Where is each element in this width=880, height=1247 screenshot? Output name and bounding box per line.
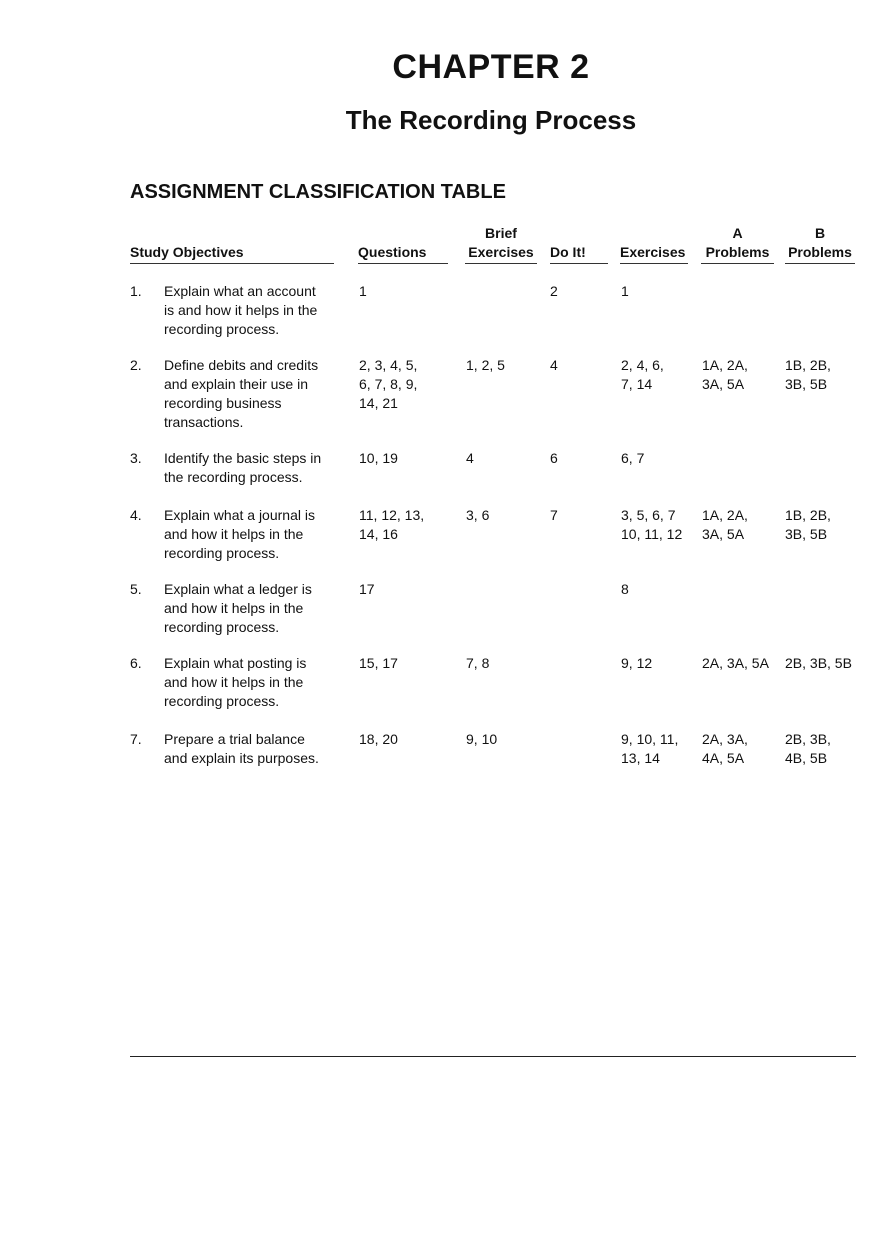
column-header-top: Brief <box>485 225 517 241</box>
brief-exercises-cell: 1, 2, 5 <box>466 357 505 373</box>
a-problems-cell: 2A, 3A, <box>702 731 748 747</box>
study-objective: the recording process. <box>164 469 303 485</box>
study-objective: Define debits and credits <box>164 357 319 373</box>
b-problems-cell: 1B, 2B, <box>785 507 831 523</box>
column-header <box>550 224 608 264</box>
exercises-cell: 1 <box>621 283 629 299</box>
study-objective: recording process. <box>164 545 280 561</box>
exercises-cell: 7, 14 <box>621 376 653 392</box>
column-header-label: Problems <box>785 243 855 264</box>
column-header-top <box>620 224 688 243</box>
column-header <box>620 224 688 264</box>
column-header <box>130 224 334 264</box>
do-it-cell: 4 <box>550 357 558 373</box>
study-objective: recording process. <box>164 619 280 635</box>
row-number: 2. <box>130 357 142 373</box>
section-title: ASSIGNMENT CLASSIFICATION TABLE <box>130 181 506 203</box>
study-objective: Explain what posting is <box>164 655 307 671</box>
column-header-label: Questions <box>358 243 448 264</box>
study-objective: recording business <box>164 395 282 411</box>
exercises-cell: 2, 4, 6, <box>621 357 664 373</box>
study-objective: and how it helps in the <box>164 674 304 690</box>
b-problems-cell: 1B, 2B, <box>785 357 831 373</box>
exercises-cell: 10, 11, 12 <box>621 526 683 542</box>
questions-cell: 18, 20 <box>359 731 398 747</box>
brief-exercises-cell: 9, 10 <box>466 731 498 747</box>
study-objective: recording process. <box>164 321 280 337</box>
questions-cell: 11, 12, 13, <box>359 507 425 523</box>
do-it-cell: 6 <box>550 450 558 466</box>
a-problems-cell: 4A, 5A <box>702 750 745 766</box>
exercises-cell: 8 <box>621 581 629 597</box>
study-objective: and how it helps in the <box>164 600 304 616</box>
questions-cell: 1 <box>359 283 367 299</box>
a-problems-cell: 3A, 5A <box>702 376 745 392</box>
study-objective: and how it helps in the <box>164 526 304 542</box>
questions-cell: 17 <box>359 581 375 597</box>
row-number: 4. <box>130 507 142 523</box>
b-problems-cell: 2B, 3B, 5B <box>785 655 852 671</box>
a-problems-cell: 1A, 2A, <box>702 507 748 523</box>
column-header-label: Exercises <box>465 243 537 264</box>
chapter-subtitle: The Recording Process <box>345 105 637 135</box>
study-objective: recording process. <box>164 693 280 709</box>
study-objective: Explain what an account <box>164 283 316 299</box>
a-problems-cell: 1A, 2A, <box>702 357 748 373</box>
a-problems-cell: 2A, 3A, 5A <box>702 655 769 671</box>
column-header-top: B <box>814 225 826 241</box>
column-header-top <box>130 224 334 243</box>
questions-cell: 14, 21 <box>359 395 398 411</box>
brief-exercises-cell: 4 <box>466 450 474 466</box>
study-objective: and explain its purposes. <box>164 750 319 766</box>
column-header <box>465 224 537 264</box>
column-header <box>358 224 448 264</box>
column-header-label: Problems <box>701 243 774 264</box>
exercises-cell: 9, 12 <box>621 655 653 671</box>
column-header-label: Exercises <box>620 243 688 264</box>
study-objective: is and how it helps in the <box>164 302 318 318</box>
b-problems-cell: 3B, 5B <box>785 526 828 542</box>
row-number: 6. <box>130 655 142 671</box>
row-number: 3. <box>130 450 142 466</box>
chapter-heading: CHAPTER 2 <box>392 48 590 86</box>
do-it-cell: 7 <box>550 507 558 523</box>
study-objective: Prepare a trial balance <box>164 731 305 747</box>
questions-cell: 6, 7, 8, 9, <box>359 376 418 392</box>
study-objective: Identify the basic steps in <box>164 450 322 466</box>
column-header-top <box>550 224 608 243</box>
column-header <box>785 224 855 264</box>
exercises-cell: 3, 5, 6, 7 <box>621 507 676 523</box>
b-problems-cell: 3B, 5B <box>785 376 828 392</box>
study-objective: and explain their use in <box>164 376 308 392</box>
b-problems-cell: 2B, 3B, <box>785 731 831 747</box>
b-problems-cell: 4B, 5B <box>785 750 828 766</box>
questions-cell: 14, 16 <box>359 526 398 542</box>
column-header-label: Study Objectives <box>130 243 334 264</box>
column-header-top: A <box>732 225 743 241</box>
brief-exercises-cell: 3, 6 <box>466 507 490 523</box>
study-objective: Explain what a ledger is <box>164 581 312 597</box>
row-number: 1. <box>130 283 142 299</box>
column-header-label: Do It! <box>550 243 608 264</box>
page-bottom-rule <box>130 1056 856 1057</box>
do-it-cell: 2 <box>550 283 558 299</box>
questions-cell: 2, 3, 4, 5, <box>359 357 418 373</box>
a-problems-cell: 3A, 5A <box>702 526 745 542</box>
column-header <box>701 224 774 264</box>
questions-cell: 15, 17 <box>359 655 398 671</box>
study-objective: Explain what a journal is <box>164 507 315 523</box>
exercises-cell: 9, 10, 11, <box>621 731 679 747</box>
column-header-top <box>358 224 448 243</box>
questions-cell: 10, 19 <box>359 450 398 466</box>
row-number: 7. <box>130 731 142 747</box>
study-objective: transactions. <box>164 414 244 430</box>
brief-exercises-cell: 7, 8 <box>466 655 490 671</box>
exercises-cell: 13, 14 <box>621 750 660 766</box>
row-number: 5. <box>130 581 142 597</box>
exercises-cell: 6, 7 <box>621 450 645 466</box>
